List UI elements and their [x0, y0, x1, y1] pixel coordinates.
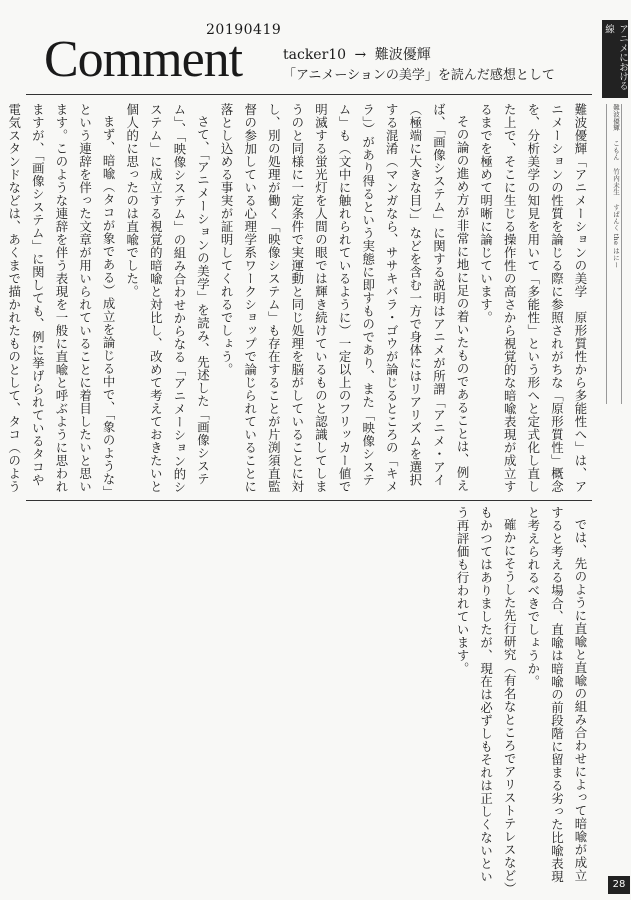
paragraph: さて、「アニメーションの美学」を読み、先述した「画像システム」、「映像システム」の組み合わせからなる「アニメーション的システム」に成立する視覚的暗喩と対比し、改めて考えておきたいと個人的に思ったのは直喩でした。 — [124, 103, 211, 494]
subtitle: 「アニメーションの美学」を読んだ感想として — [283, 68, 555, 83]
page-number: 28 — [608, 876, 630, 894]
sidebar-item: すぱんく the はにー — [612, 203, 620, 268]
sidebar-sections — [612, 104, 621, 404]
date-label: 20190419 — [206, 22, 282, 38]
author-from: tacker10 — [283, 47, 347, 63]
sidebar-item: 難波優輝 — [612, 104, 620, 132]
paragraph: その論の進め方が非常に地に足の着いたものであることは、例えば、「画像システム」に関する説明はアニメが所謂「アニメ・アイ（極端に大きな目）」などを含む一方で身体にはリアリズムを選択する混淆（マンガなら、ササキバラ・ゴウが論じるところの「キメラ」）があり得るという実態に即すものであり、また「映像システム」も（文中に触れられているように）一定以上のフリッカー値で明滅する蛍光灯を人間の眼では輝き続けているものと認識してしまうのと同様に一定条件で実運動と同じ処理を脳がしていることに対し、別の処理が働く「映像システム」も存在することが片渕須直監督の参加している心理学系ワークショップで論じられていることに落とし込める事実が証明してくれるでしょう。 — [219, 103, 471, 493]
body-lower — [40, 506, 592, 894]
body-upper — [6, 103, 592, 496]
sidebar-item: 竹内未生 — [612, 168, 620, 196]
paragraph: まず、暗喩（タコが象である）成立を論じる中で、「象のような」という連辞を伴った文章が用いられていることに着目したいと思います。このような連辞を伴う表現を一般に直喩と呼ぶように思われますが、「画像システム」に関しても、例に挙げられているタコや電気スタンドなどは、あくまで描かれたものとして、タコ（のよう — [6, 103, 117, 493]
header-divider — [26, 94, 592, 95]
section-tab: アニメにおける線 — [602, 20, 628, 98]
arrow-icon: → — [354, 47, 367, 63]
author-line — [283, 44, 431, 64]
sidebar-rule — [606, 104, 607, 404]
column-divider — [26, 500, 592, 501]
author-to: 難波優輝 — [374, 47, 431, 63]
page-title: Comment — [44, 31, 243, 88]
paragraph: 難波優輝「アニメーションの美学 原形質性から多能性へ」は、アニメーションの性質を論じる際に参照されがちな「原形質性」概念を、分析美学の知見を用いて「多能性」という形へと定式化し直した上で、そこに生じる操作性の高さから視覚的な暗喩表現が成立するまでを極めて明晰に論じています。 — [478, 103, 588, 493]
paragraph: 確かにそうした先行研究（有名なところでアリストテレスなど）もかつてはありましたが、現在は必ずしもそれは正しくないという再評価も行われています。 — [455, 506, 518, 890]
sidebar-rule — [621, 104, 622, 404]
sidebar-item: こもん — [612, 139, 620, 160]
paragraph: では、先のように直喩と直喩の組み合わせによって暗喩が成立すると考える場合、直喩は暗喩の前段階に留まる劣った比喩表現と考えられるべきでしょうか。 — [525, 506, 588, 883]
